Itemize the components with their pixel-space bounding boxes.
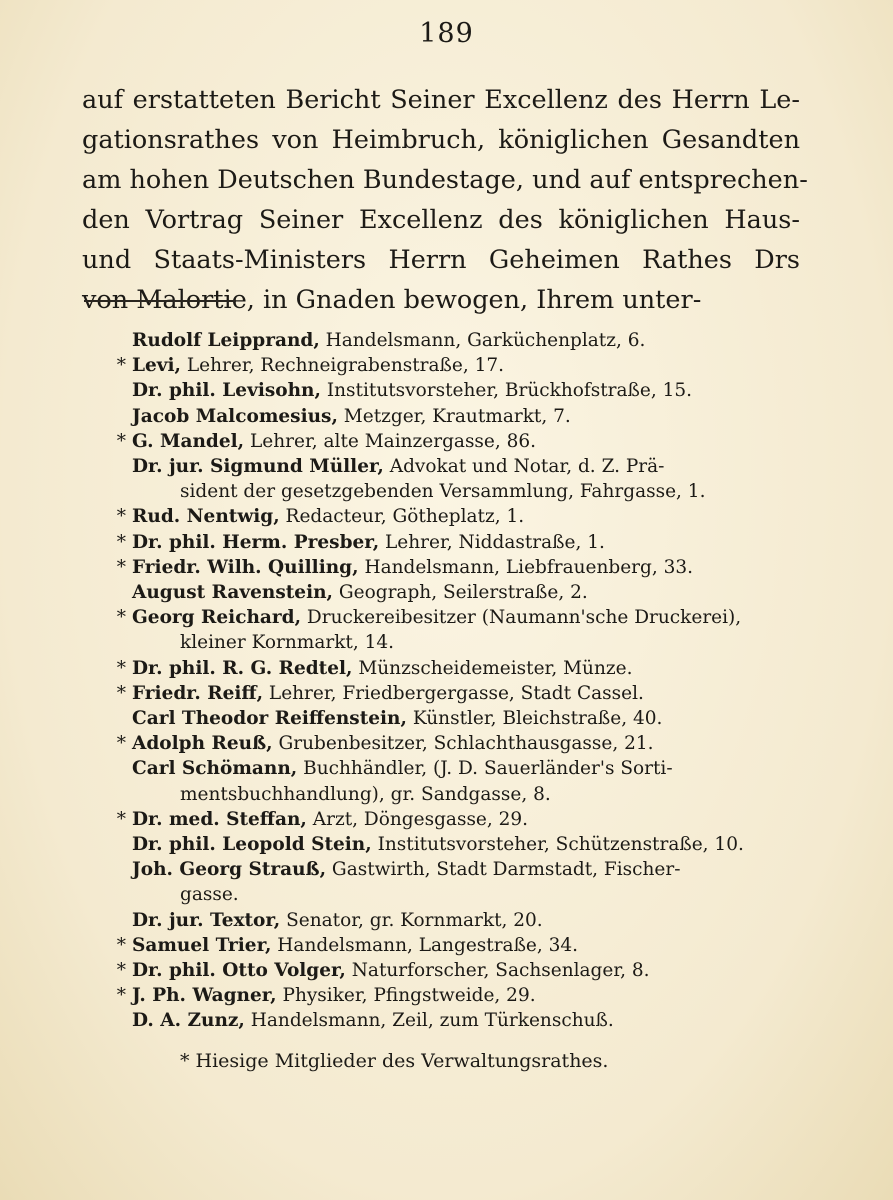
- list-item: [98, 328, 808, 353]
- list-item: [98, 958, 808, 983]
- list-item: [98, 908, 808, 933]
- member-details: Advokat und Notar, d. Z. Prä-: [383, 456, 665, 478]
- member-name: Georg Reichard,: [132, 607, 302, 629]
- body-paragraph: [82, 80, 808, 320]
- member-details: Arzt, Döngesgasse, 29.: [306, 808, 529, 830]
- list-item: [98, 832, 808, 857]
- list-item: [98, 656, 808, 681]
- member-name: Rudolf Leipprand,: [132, 330, 320, 351]
- asterisk-marker: *: [116, 934, 126, 956]
- body-line: am hohen Deutschen Bundestage, und auf entsprechen-: [82, 165, 808, 195]
- member-details: Naturforscher, Sachsenlager, 8.: [345, 960, 650, 982]
- body-line: den Vortrag Seiner Excellenz des königlichen Haus-: [82, 205, 800, 235]
- asterisk-marker: *: [116, 985, 126, 1007]
- member-details: Handelsmann, Garküchenplatz, 6.: [319, 330, 646, 351]
- asterisk-marker: *: [116, 607, 126, 629]
- asterisk-marker: *: [116, 733, 126, 755]
- member-details: Handelsmann, Liebfrauenberg, 33.: [358, 556, 694, 578]
- member-details: Münzscheidemeister, Münze.: [352, 657, 633, 679]
- asterisk-marker: *: [116, 682, 126, 704]
- member-details: Handelsmann, Langestraße, 34.: [271, 934, 579, 956]
- page-number: 189: [419, 18, 474, 49]
- list-item-continuation: kleiner Kornmarkt, 14.: [180, 632, 395, 654]
- member-details: Senator, gr. Kornmarkt, 20.: [280, 909, 543, 931]
- footnote: * Hiesige Mitglieder des Verwaltungsrathes.: [180, 1050, 609, 1072]
- member-details: Geograph, Seilerstraße, 2.: [333, 582, 588, 604]
- member-name: Dr. phil. Otto Volger,: [132, 960, 346, 982]
- list-item: [98, 756, 808, 781]
- member-details: Institutsvorsteher, Schützenstraße, 10.: [371, 834, 744, 856]
- list-item: [98, 1008, 808, 1033]
- member-details: Redacteur, Götheplatz, 1.: [279, 506, 525, 528]
- body-line: von Malortie, in Gnaden bewogen, Ihrem unter-: [82, 285, 702, 315]
- member-name: D. A. Zunz,: [132, 1010, 245, 1032]
- list-item: [98, 706, 808, 731]
- member-details: Buchhändler, (J. D. Sauerländer's Sorti-: [297, 758, 673, 780]
- list-item: [98, 681, 808, 706]
- member-details: Institutsvorsteher, Brückhofstraße, 15.: [320, 380, 693, 402]
- member-name: Dr. jur. Sigmund Müller,: [132, 456, 384, 478]
- member-name: Friedr. Reiff,: [132, 682, 264, 704]
- member-name: Friedr. Wilh. Quilling,: [132, 556, 359, 578]
- list-item: [98, 983, 808, 1008]
- member-details: Lehrer, alte Mainzergasse, 86.: [244, 430, 537, 452]
- list-item: [98, 530, 808, 555]
- member-name: Dr. med. Steffan,: [132, 808, 307, 830]
- member-details: Lehrer, Rechneigrabenstraße, 17.: [181, 355, 505, 377]
- list-item: [98, 933, 808, 958]
- member-list: [98, 328, 808, 1034]
- member-details: Metzger, Krautmarkt, 7.: [337, 405, 571, 427]
- member-details: Physiker, Pfingstweide, 29.: [276, 985, 536, 1007]
- member-name: J. Ph. Wagner,: [132, 985, 277, 1007]
- member-details: Lehrer, Friedbergergasse, Stadt Cassel.: [263, 682, 644, 704]
- asterisk-marker: *: [116, 506, 126, 528]
- member-name: Levi,: [132, 355, 181, 377]
- member-name: Adolph Reuß,: [132, 733, 273, 755]
- list-item: [98, 353, 808, 378]
- member-name: Dr. phil. R. G. Redtel,: [132, 657, 353, 679]
- member-name: Carl Theodor Reiffenstein,: [132, 708, 407, 730]
- list-item: [98, 731, 808, 756]
- asterisk-marker: *: [116, 531, 126, 553]
- list-item: [98, 555, 808, 580]
- footnote-divider: [84, 300, 236, 302]
- member-details: Lehrer, Niddastraße, 1.: [379, 531, 605, 553]
- asterisk-marker: *: [116, 430, 126, 452]
- list-item: [98, 857, 808, 882]
- list-item: [98, 378, 808, 403]
- asterisk-marker: *: [116, 657, 126, 679]
- body-line: auf erstatteten Bericht Seiner Excellenz des Herrn Le-: [82, 85, 800, 115]
- list-item: [98, 404, 808, 429]
- member-name: Dr. phil. Levisohn,: [132, 380, 321, 402]
- member-name: Dr. jur. Textor,: [132, 909, 281, 931]
- asterisk-marker: *: [116, 556, 126, 578]
- list-item: [98, 454, 808, 479]
- list-item: [98, 429, 808, 454]
- member-name: G. Mandel,: [132, 430, 245, 452]
- member-details: Künstler, Bleichstraße, 40.: [406, 708, 663, 730]
- member-name: Joh. Georg Strauß,: [132, 859, 327, 881]
- member-name: Jacob Malcomesius,: [132, 405, 338, 427]
- asterisk-marker: *: [116, 355, 126, 377]
- list-item-continuation: mentsbuchhandlung), gr. Sandgasse, 8.: [180, 783, 551, 805]
- list-item: [98, 504, 808, 529]
- body-line: gationsrathes von Heimbruch, königlichen Gesandten: [82, 125, 800, 155]
- member-name: Carl Schömann,: [132, 758, 298, 780]
- member-name: August Ravenstein,: [132, 582, 333, 604]
- list-item: [98, 605, 808, 630]
- member-details: Druckereibesitzer (Naumann'sche Druckerei),: [301, 607, 742, 629]
- list-item-continuation: sident der gesetzgebenden Versammlung, Fahrgasse, 1.: [180, 481, 706, 503]
- asterisk-marker: *: [116, 808, 126, 830]
- member-name: Dr. phil. Leopold Stein,: [132, 834, 372, 856]
- list-item-continuation: gasse.: [180, 884, 239, 906]
- member-details: Handelsmann, Zeil, zum Türkenschuß.: [244, 1010, 614, 1032]
- body-line: und Staats-Ministers Herrn Geheimen Rathes Drs: [82, 245, 800, 275]
- member-details: Grubenbesitzer, Schlachthausgasse, 21.: [272, 733, 654, 755]
- list-item: [98, 580, 808, 605]
- member-name: Rud. Nentwig,: [132, 506, 280, 528]
- member-name: Dr. phil. Herm. Presber,: [132, 531, 380, 553]
- list-item: [98, 807, 808, 832]
- asterisk-marker: *: [116, 960, 126, 982]
- member-details: Gastwirth, Stadt Darmstadt, Fischer-: [326, 859, 681, 881]
- member-name: Samuel Trier,: [132, 934, 272, 956]
